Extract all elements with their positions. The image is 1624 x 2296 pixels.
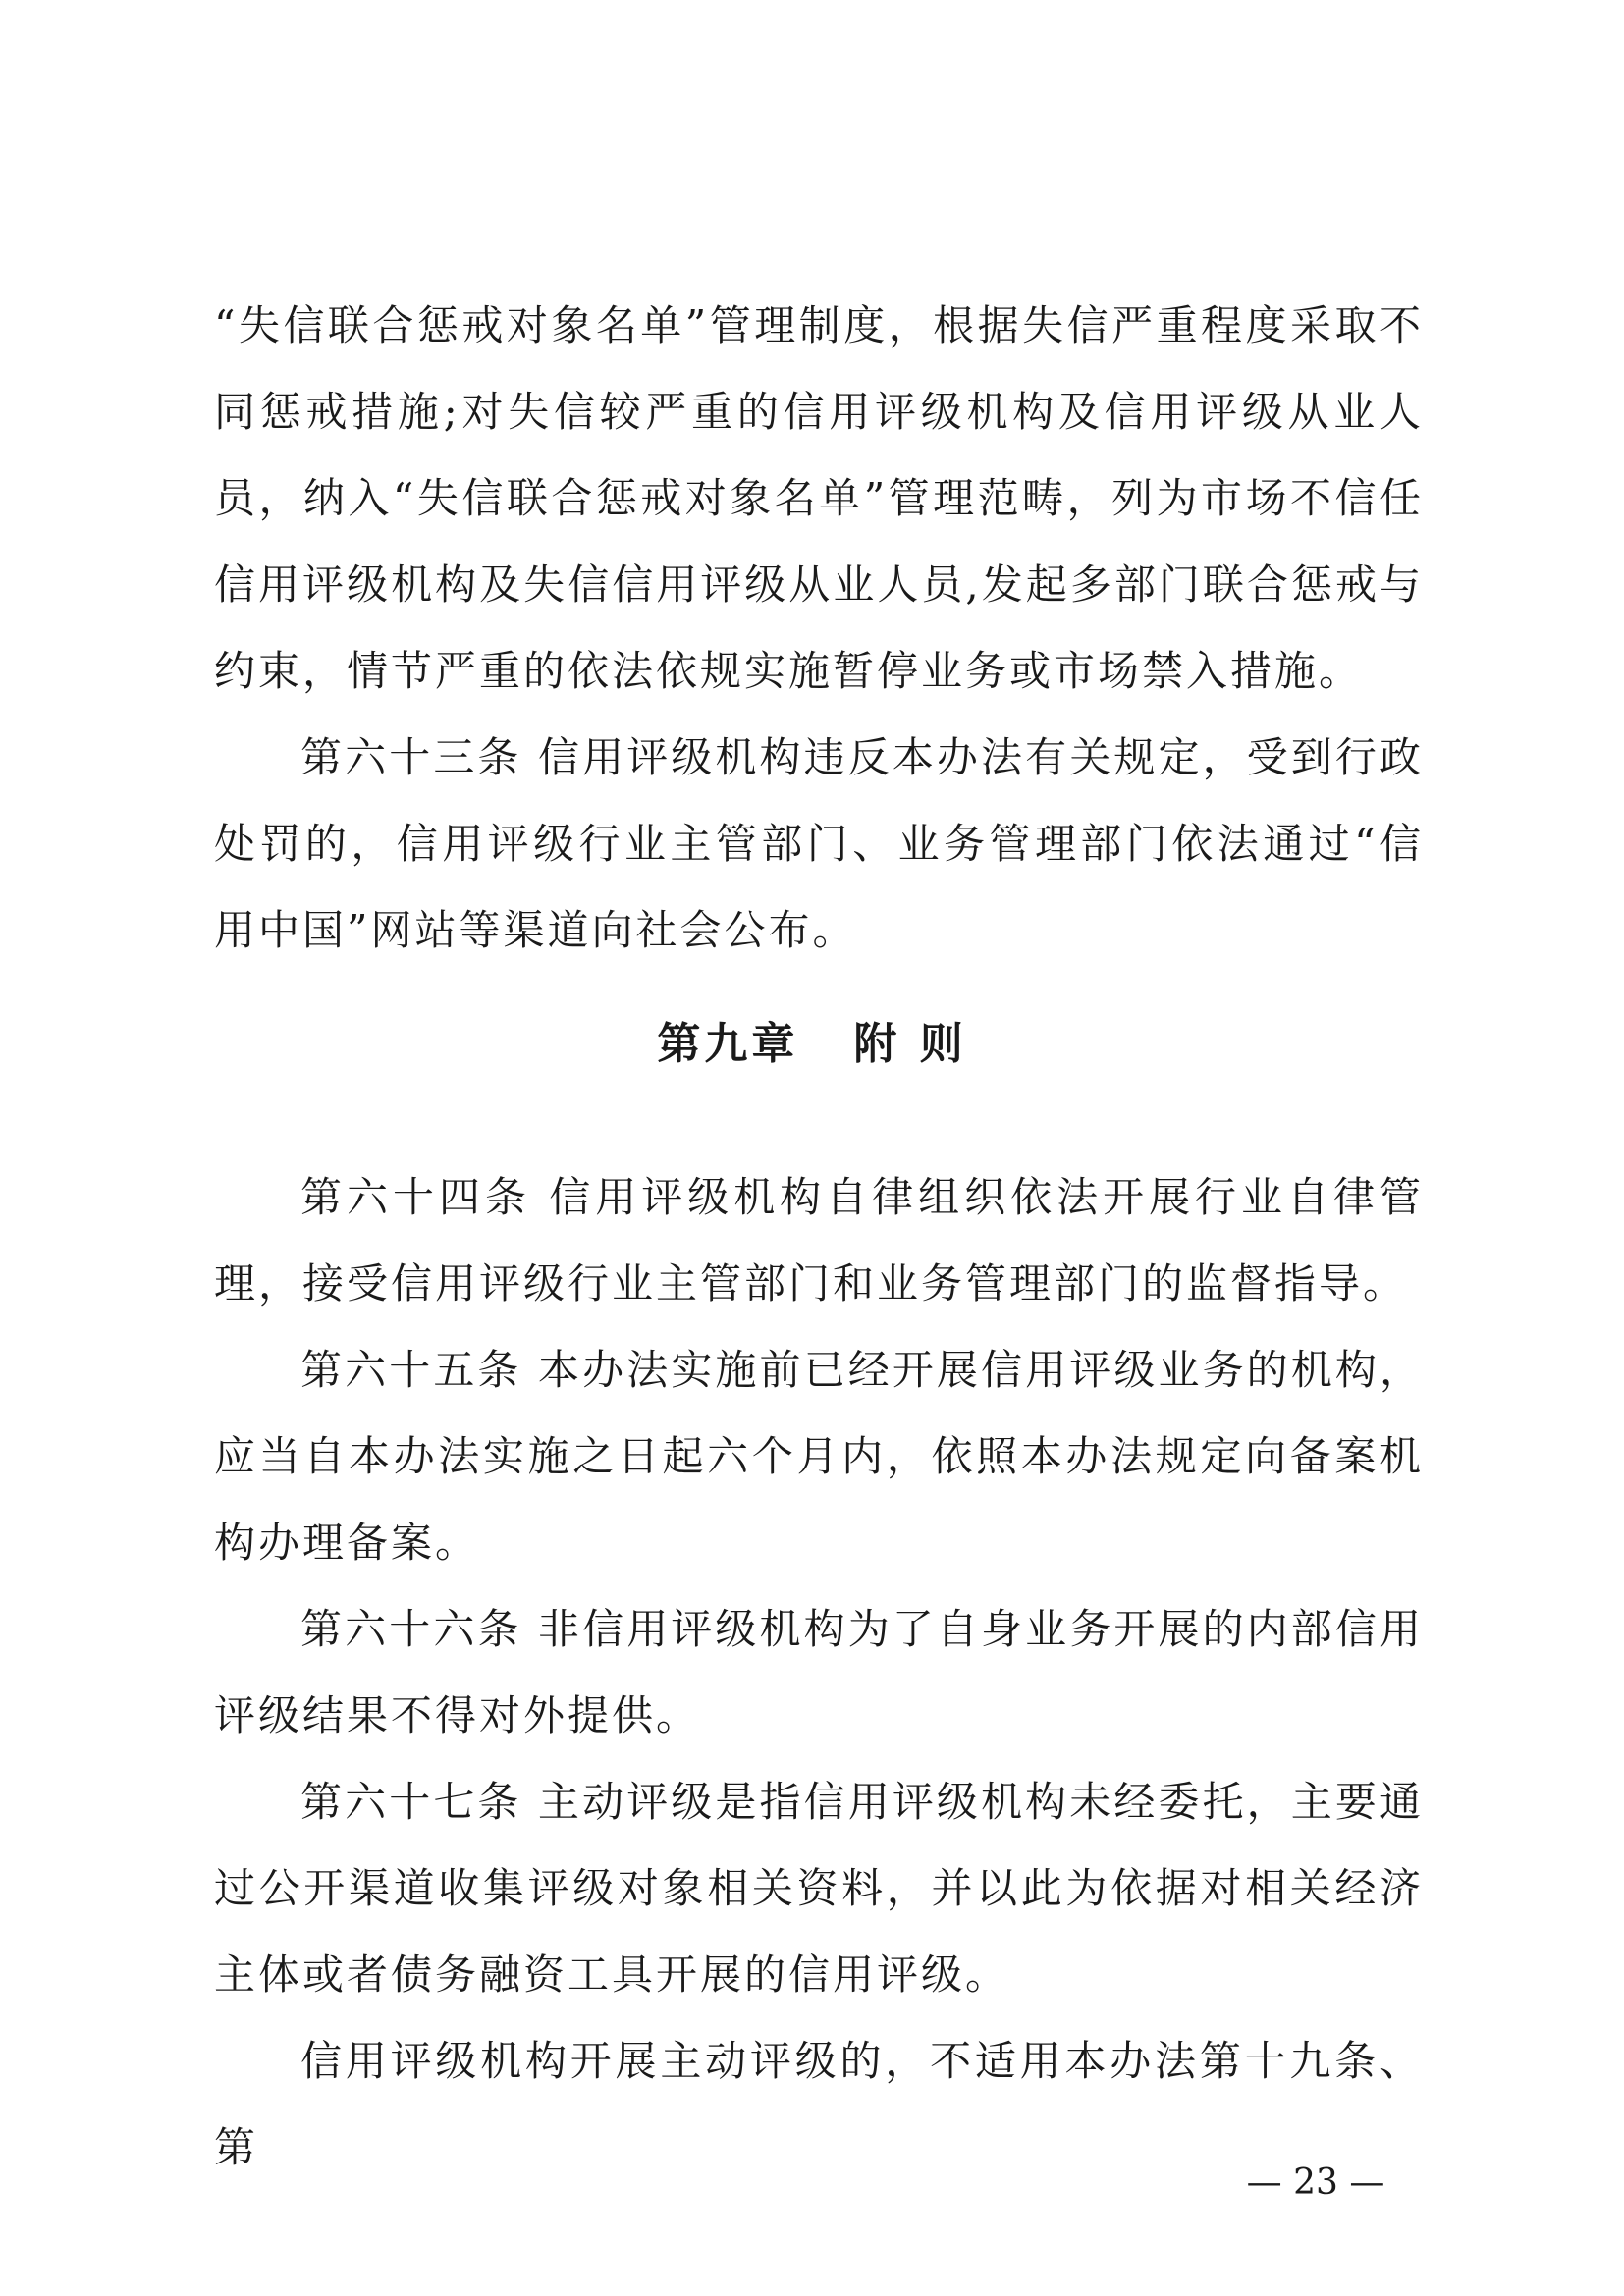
paragraph-continued: “失信联合惩戒对象名单”管理制度，根据失信严重程度采取不同惩戒措施;对失信较严重的信用评级机构及信用评级从业人员，纳入“失信联合惩戒对象名单”管理范畴，列为市场不信任信用评级机构及失信信用评级从业人员,发起多部门联合惩戒与约束，情节严重的依法依规实施暂停业务或市场禁入措施。	[214, 301, 1424, 695]
article-67: 第六十七条 主动评级是指信用评级机构未经委托，主要通过公开渠道收集评级对象相关资料，并以此为依据对相关经济主体或者债务融资工具开展的信用评级。	[214, 1778, 1424, 1999]
chapter-heading	[0, 1001, 1624, 1088]
body-text-top	[214, 283, 1424, 974]
chapter-title: 附 则	[853, 1019, 967, 1069]
page-number: — 23 —	[1246, 2163, 1385, 2203]
article-65: 第六十五条 本办法实施前已经开展信用评级业务的机构，应当自本办法实施之日起六个月内，依照本办法规定向备案机构办理备案。	[214, 1346, 1424, 1567]
article-66: 第六十六条 非信用评级机构为了自身业务开展的内部信用评级结果不得对外提供。	[214, 1605, 1424, 1739]
body-text-bottom	[214, 1154, 1424, 2191]
article-63: 第六十三条 信用评级机构违反本办法有关规定，受到行政处罚的，信用评级行业主管部门、业务管理部门依法通过“信用中国”网站等渠道向社会公布。	[214, 733, 1424, 954]
article-67-continuation: 信用评级机构开展主动评级的，不适用本办法第十九条、第	[214, 2037, 1424, 2171]
chapter-number: 第九章	[657, 1019, 799, 1069]
article-64: 第六十四条 信用评级机构自律组织依法开展行业自律管理，接受信用评级行业主管部门和业务管理部门的监督指导。	[214, 1173, 1424, 1308]
